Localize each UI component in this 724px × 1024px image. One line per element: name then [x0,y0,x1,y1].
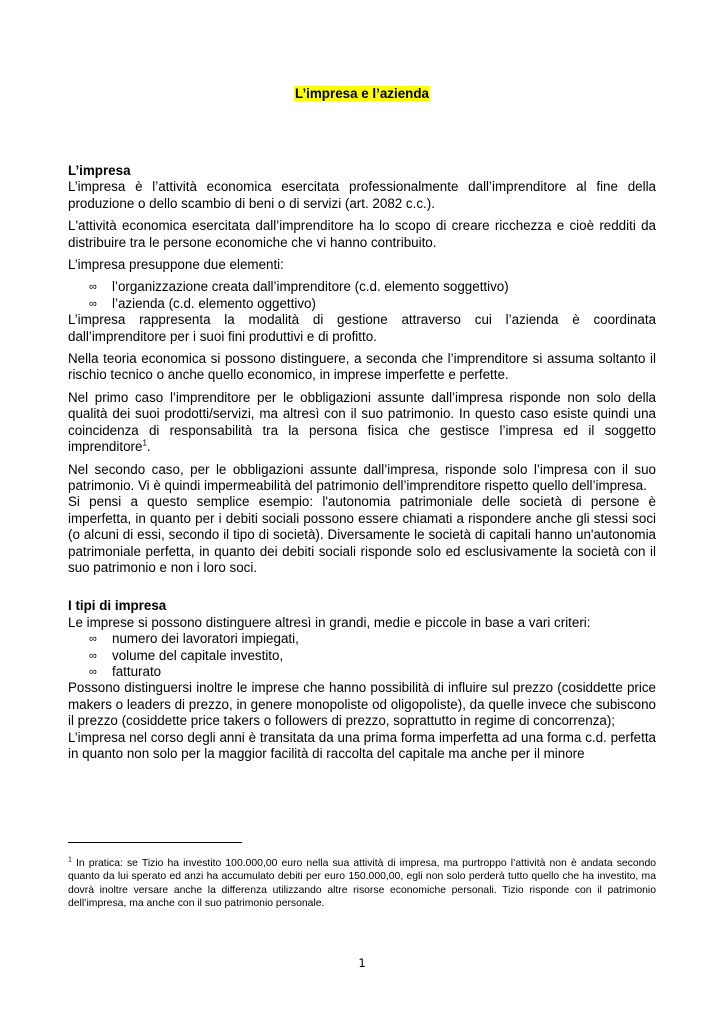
paragraph: Possono distinguersi inoltre le imprese che hanno possibilità di influire sul prezzo (cosiddette price makers o leaders di prezzo, in genere monopoliste od oligopoliste), da quelle invece che subiscono il prezzo (cosiddette price takers o followers di prezzo, soprattutto in regime di concorrenza); [68,680,656,729]
paragraph: L’impresa presuppone due elementi: [68,257,284,273]
footnote-separator [68,842,242,843]
criteria-list [68,631,656,680]
section-heading-tipi: I tipi di impresa [68,598,167,614]
paragraph: Nella teoria economica si possono distinguere, a seconda che l’imprenditore si assuma soltanto il rischio tecnico o anche quello economico, in imprese imperfette e perfette. [68,351,656,383]
list-item: ∞ numero dei lavoratori impiegati, [89,631,299,647]
paragraph: L’impresa è l’attività economica esercitata professionalmente dall’imprenditore al fine della produzione o dello scambio di beni o di servizi (art. 2082 c.c.). [68,179,656,211]
paragraph: L’impresa nel corso degli anni è transitata da una prima forma imperfetta ad una forma c.d. perfetta in quanto non solo per la maggior facilità di raccolta del capitale ma anche per il minore [68,729,656,761]
paragraph: Nel primo caso l’imprenditore per le obbligazioni assunte dall’impresa risponde non solo della qualità dei suoi prodotti/servizi, ma altresì con il suo patrimonio. In questo caso esiste quindi una coincidenza di responsabilità tra la persona fisica che gestisce l’impresa ed il soggetto imprenditore$^1$. [68,389,656,455]
list-item: ∞ l’azienda (c.d. elemento oggettivo) [89,295,316,311]
footnote-reference[interactable]: 1 [142,438,147,448]
footnote [68,857,656,911]
paragraph: L'attività economica esercitata dall’imprenditore ha lo scopo di creare ricchezza e cioè redditi da distribuire tra le persone economiche che vi hanno contribuito. [68,218,656,250]
paragraph: L’impresa rappresenta la modalità di gestione attraverso cui l’azienda è coordinata dall’imprenditore per i suoi fini produttivi e di profitto. [68,312,656,344]
infinity-bullet-icon: ∞ [89,649,97,662]
paragraph: Si pensi a questo semplice esempio: l'autonomia patrimoniale delle società di persone è imperfetta, in quanto per i debiti sociali possono essere chiamati a rispondere anche gli stessi soci (o alcuni di essi, secondo il tipo di società). Diversamente le società di capitali hanno un'autonomia patrimoniale perfetta, in quanto dei debiti sociali risponde solo ed esclusivamente la società con il suo patrimonio e non i loro soci. [68,494,656,575]
document-title-text: L’impresa e l’azienda [295,86,429,101]
infinity-bullet-icon: ∞ [89,281,97,294]
list-item: ∞ fatturato [89,663,162,679]
footnote-mark: 1 [68,856,72,864]
document-body [68,163,656,762]
section-heading-impresa: L’impresa [68,163,131,178]
footnote-text: In pratica: se Tizio ha investito 100.000,00 euro nella sua attività di impresa, ma purtroppo l’attività non è andata secondo quanto da lui sperato ed anzi ha accumulato debiti per euro 150.000,00, egli non solo perderà tutto quello che ha investito, ma dovrà inoltre versare anche la differenza utilizzando altre risorse economiche personali. Tizio risponde con il patrimonio dell’impresa, ma anche con il suo patrimonio personale. [68,858,656,910]
list-item: ∞ volume del capitale investito, [89,647,284,663]
paragraph: Nel secondo caso, per le obbligazioni assunte dall’impresa, risponde solo l’impresa con il suo patrimonio. Vi è quindi impermeabilità del patrimonio dell’imprenditore rispetto quello dell’impresa. [68,461,656,493]
page-number: 1 [358,956,366,970]
infinity-bullet-icon: ∞ [89,297,97,310]
document-title [0,86,724,102]
infinity-bullet-icon: ∞ [89,665,97,678]
paragraph: Le imprese si possono distinguere altresì in grandi, medie e piccole in base a vari criteri: [68,614,591,630]
list-item: ∞ l’organizzazione creata dall’imprenditore (c.d. elemento soggettivo) [89,279,509,295]
infinity-bullet-icon: ∞ [89,633,97,646]
elements-list [68,279,656,312]
